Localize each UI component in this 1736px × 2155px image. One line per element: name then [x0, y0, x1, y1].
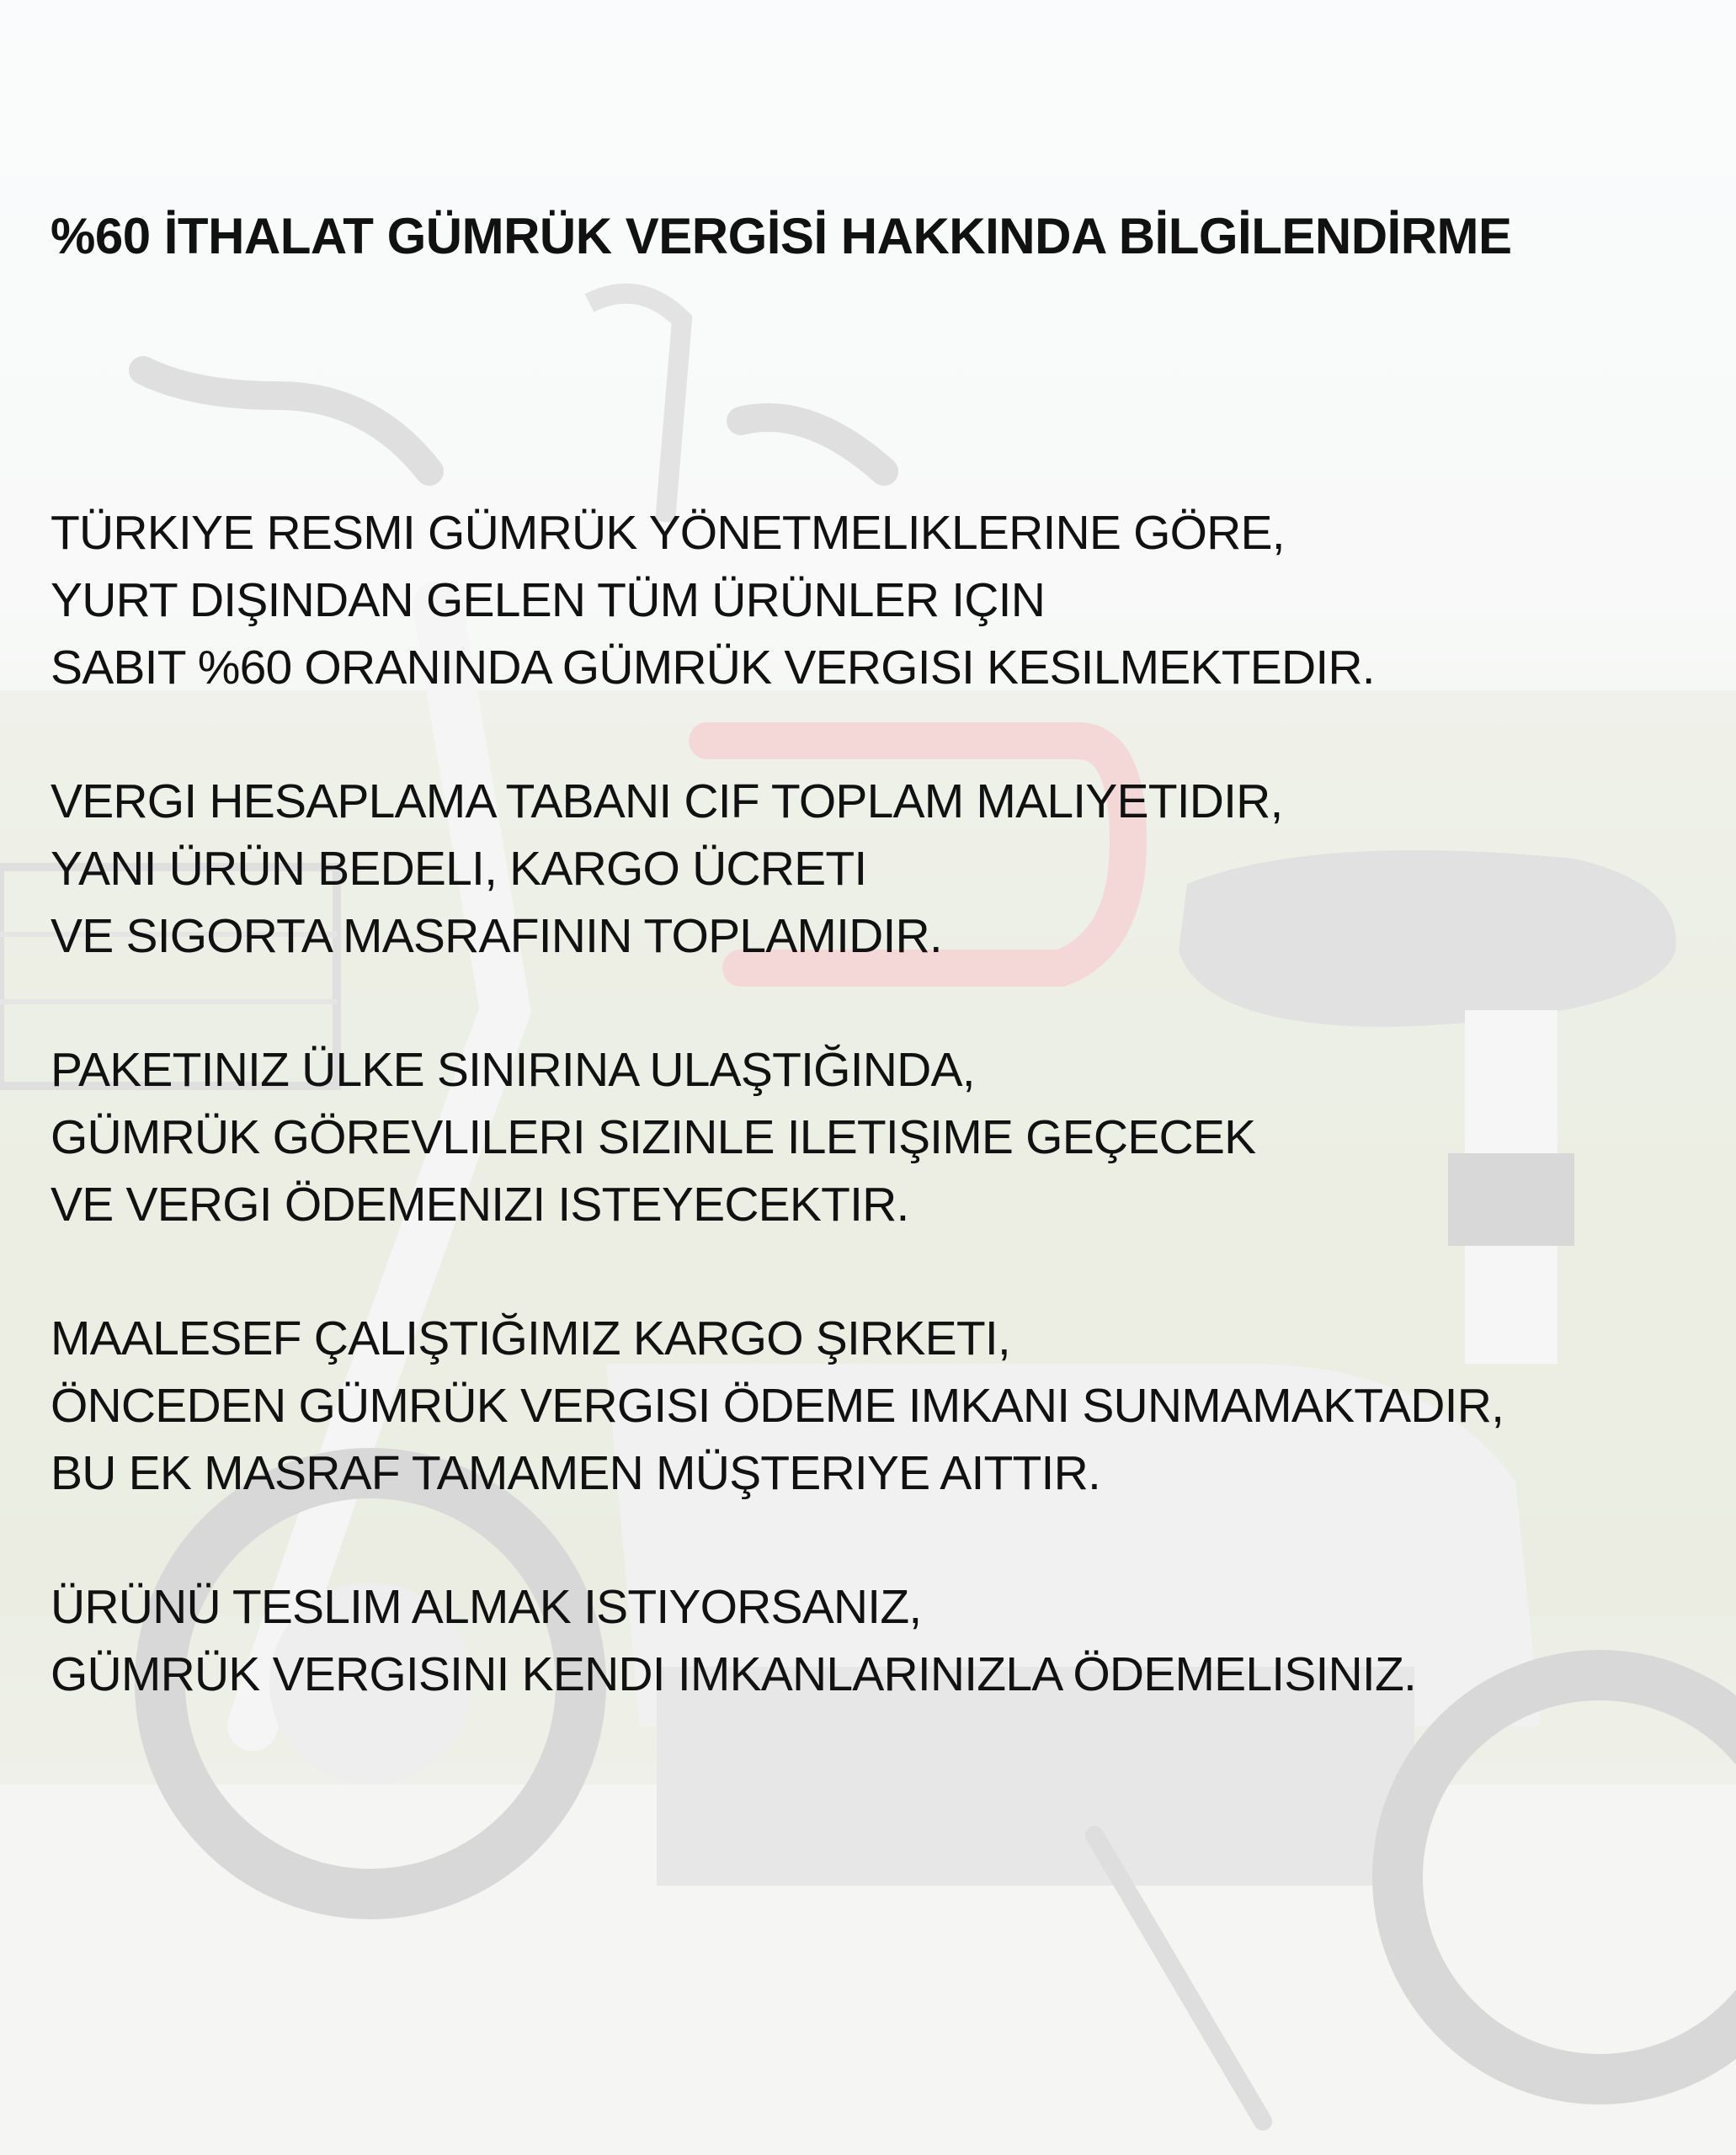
text-line: GÜMRÜK GÖREVLILERI SIZINLE ILETIŞIME GEÇECEK [51, 1110, 1256, 1164]
paragraph-tax-calculation [51, 768, 1283, 970]
paragraph-customs-regulation [51, 499, 1375, 701]
text-line: TÜRKIYE RESMI GÜMRÜK YÖNETMELIKLERINE GÖRE, [51, 506, 1285, 560]
paragraph-cargo-company [51, 1305, 1504, 1507]
text-line: VE VERGI ÖDEMENIZI ISTEYECEKTIR. [51, 1178, 909, 1232]
text-line: YANI ÜRÜN BEDELI, KARGO ÜCRETI [51, 842, 867, 896]
text-line: VE SIGORTA MASRAFININ TOPLAMIDIR. [51, 909, 942, 963]
text-line: ÖNCEDEN GÜMRÜK VERGISI ÖDEME IMKANI SUNMAMAKTADIR, [51, 1379, 1504, 1433]
text-line: SABIT %60 ORANINDA GÜMRÜK VERGISI KESILMEKTEDIR. [51, 641, 1375, 694]
text-line: ÜRÜNÜ TESLIM ALMAK ISTIYORSANIZ, [51, 1580, 922, 1634]
text-line: PAKETINIZ ÜLKE SINIRINA ULAŞTIĞINDA, [51, 1043, 975, 1097]
text-line: VERGI HESAPLAMA TABANI CIF TOPLAM MALIYETIDIR, [51, 774, 1283, 828]
paragraph-border-contact [51, 1036, 1255, 1238]
text-line: GÜMRÜK VERGISINI KENDI IMKANLARINIZLA ÖDEMELISINIZ. [51, 1647, 1416, 1701]
page-title: %60 İTHALAT GÜMRÜK VERGİSİ HAKKINDA BİLGİLENDİRME [51, 208, 1512, 264]
text-line: BU EK MASRAF TAMAMEN MÜŞTERIYE AITTIR. [51, 1446, 1100, 1500]
text-line: YURT DIŞINDAN GELEN TÜM ÜRÜNLER IÇIN [51, 573, 1046, 627]
paragraph-payment-instruction [51, 1573, 1416, 1708]
text-line: MAALESEF ÇALIŞTIĞIMIZ KARGO ŞIRKETI, [51, 1312, 1010, 1365]
